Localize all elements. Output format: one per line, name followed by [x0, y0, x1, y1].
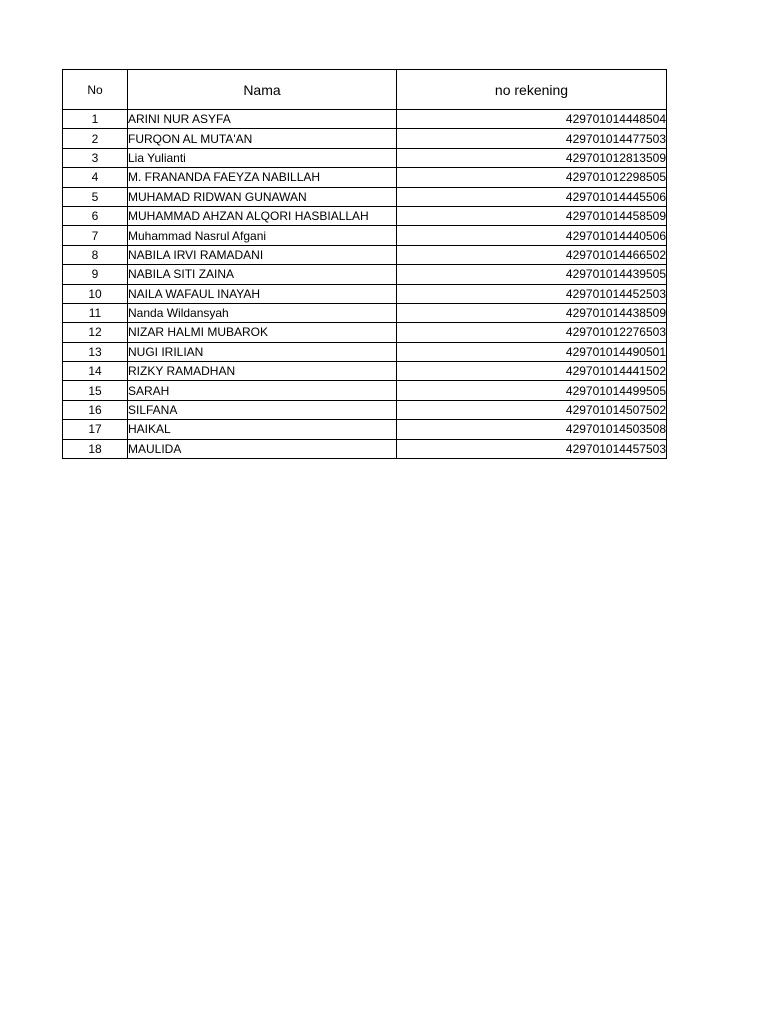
- table-row: [63, 420, 667, 439]
- table-row: [63, 187, 667, 206]
- row-account-number: 429701014458509: [397, 206, 667, 225]
- row-name: MUHAMAD RIDWAN GUNAWAN: [128, 187, 397, 206]
- row-number: 6: [63, 206, 128, 225]
- row-name: Muhammad Nasrul Afgani: [128, 226, 397, 245]
- account-table: [62, 69, 667, 459]
- table-row: [63, 362, 667, 381]
- row-account-number: 429701014499505: [397, 381, 667, 400]
- table-header: [63, 70, 667, 110]
- row-account-number: 429701014439505: [397, 265, 667, 284]
- row-name: MAULIDA: [128, 439, 397, 458]
- row-name: SARAH: [128, 381, 397, 400]
- row-number: 11: [63, 303, 128, 322]
- row-number: 10: [63, 284, 128, 303]
- table-row: [63, 400, 667, 419]
- row-number: 7: [63, 226, 128, 245]
- row-name: RIZKY RAMADHAN: [128, 362, 397, 381]
- row-number: 17: [63, 420, 128, 439]
- header-rekening: no rekening: [397, 70, 667, 110]
- row-account-number: 429701014477503: [397, 129, 667, 148]
- row-name: ARINI NUR ASYFA: [128, 110, 397, 129]
- row-account-number: 429701014441502: [397, 362, 667, 381]
- row-number: 13: [63, 342, 128, 361]
- header-row: [63, 70, 667, 110]
- row-account-number: 429701012813509: [397, 148, 667, 167]
- row-account-number: 429701014490501: [397, 342, 667, 361]
- table-row: [63, 110, 667, 129]
- header-nama: Nama: [128, 70, 397, 110]
- table-row: [63, 265, 667, 284]
- row-account-number: 429701014457503: [397, 439, 667, 458]
- row-number: 5: [63, 187, 128, 206]
- row-name: NUGI IRILIAN: [128, 342, 397, 361]
- table-row: [63, 284, 667, 303]
- row-name: Nanda Wildansyah: [128, 303, 397, 322]
- row-name: NABILA SITI ZAINA: [128, 265, 397, 284]
- row-number: 14: [63, 362, 128, 381]
- row-account-number: 429701014503508: [397, 420, 667, 439]
- row-number: 16: [63, 400, 128, 419]
- row-account-number: 429701014438509: [397, 303, 667, 322]
- table-row: [63, 342, 667, 361]
- row-name: SILFANA: [128, 400, 397, 419]
- row-account-number: 429701014445506: [397, 187, 667, 206]
- row-account-number: 429701014440506: [397, 226, 667, 245]
- table-row: [63, 323, 667, 342]
- row-account-number: 429701012276503: [397, 323, 667, 342]
- row-number: 9: [63, 265, 128, 284]
- row-name: HAIKAL: [128, 420, 397, 439]
- table-row: [63, 129, 667, 148]
- row-name: FURQON AL MUTA'AN: [128, 129, 397, 148]
- table-row: [63, 439, 667, 458]
- table-row: [63, 245, 667, 264]
- table-body: [63, 110, 667, 459]
- row-number: 2: [63, 129, 128, 148]
- table-row: [63, 303, 667, 322]
- row-name: Lia Yulianti: [128, 148, 397, 167]
- row-number: 12: [63, 323, 128, 342]
- table-row: [63, 148, 667, 167]
- header-no: No: [63, 70, 128, 110]
- row-name: NABILA IRVI RAMADANI: [128, 245, 397, 264]
- row-name: NIZAR HALMI MUBAROK: [128, 323, 397, 342]
- row-number: 1: [63, 110, 128, 129]
- row-account-number: 429701014507502: [397, 400, 667, 419]
- row-account-number: 429701014466502: [397, 245, 667, 264]
- row-number: 15: [63, 381, 128, 400]
- row-number: 3: [63, 148, 128, 167]
- table-row: [63, 226, 667, 245]
- table-row: [63, 206, 667, 225]
- table-row: [63, 168, 667, 187]
- row-number: 4: [63, 168, 128, 187]
- row-account-number: 429701012298505: [397, 168, 667, 187]
- row-name: MUHAMMAD AHZAN ALQORI HASBIALLAH: [128, 206, 397, 225]
- row-account-number: 429701014452503: [397, 284, 667, 303]
- row-number: 18: [63, 439, 128, 458]
- row-number: 8: [63, 245, 128, 264]
- row-account-number: 429701014448504: [397, 110, 667, 129]
- row-name: M. FRANANDA FAEYZA NABILLAH: [128, 168, 397, 187]
- table-row: [63, 381, 667, 400]
- row-name: NAILA WAFAUL INAYAH: [128, 284, 397, 303]
